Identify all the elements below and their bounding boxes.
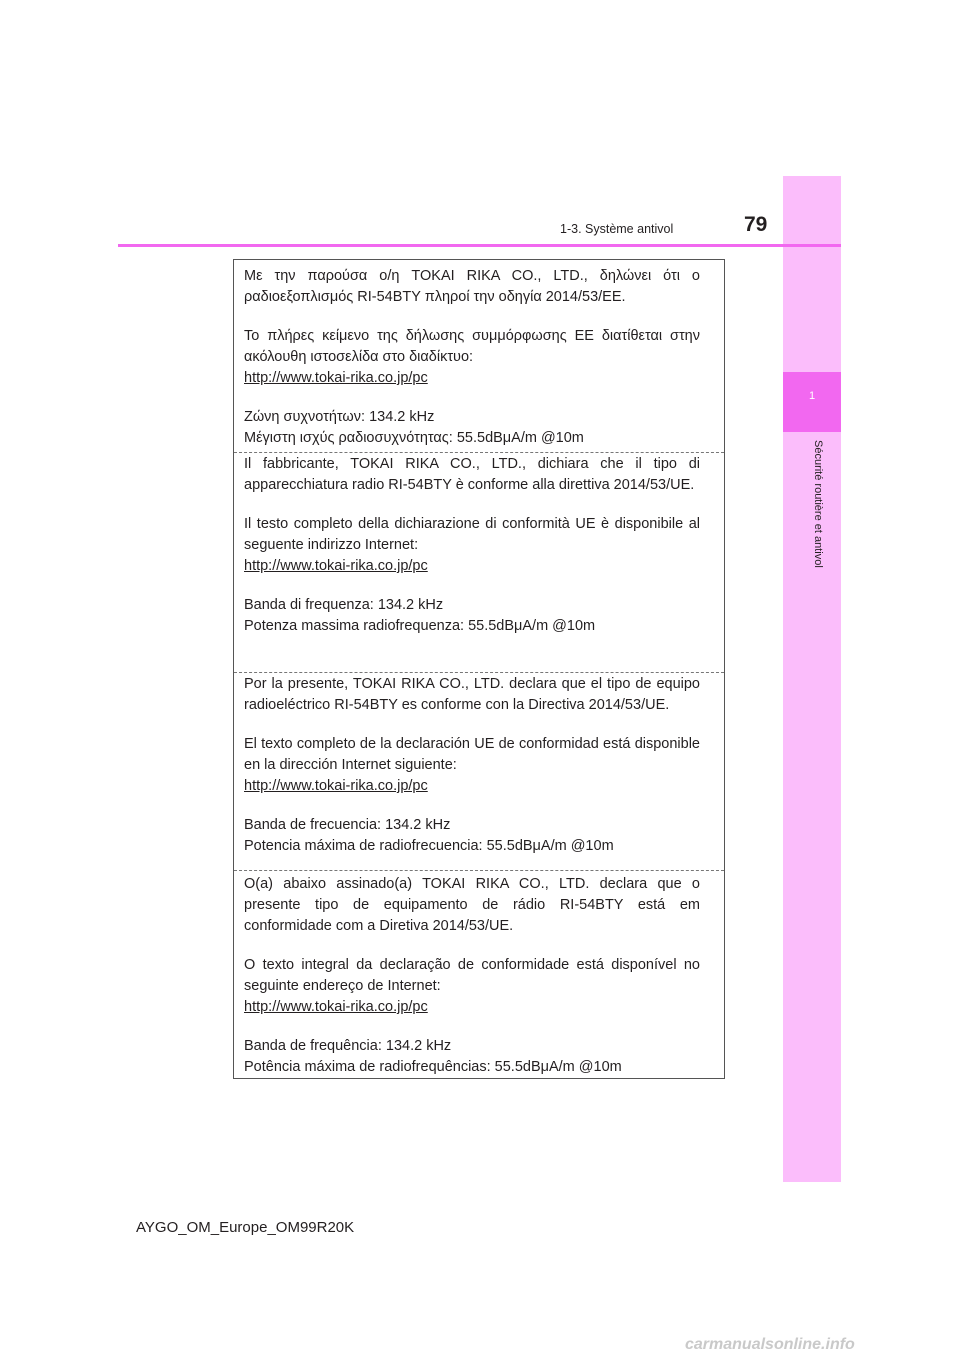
declaration-url-link[interactable]: http://www.tokai-rika.co.jp/pc [244, 778, 428, 794]
declarations-box [233, 259, 725, 1079]
declaration-greek [244, 266, 700, 449]
declaration-intro: Por la presente, TOKAI RIKA CO., LTD. declara que el tipo de equipo radioeléctrico RI-54BTY es conforme con la Directiva 2014/53/UE. [244, 676, 700, 713]
declaration-power: Μέγιστη ισχύς ραδιοσυχνότητας: 55.5dBμA/m @10m [244, 430, 584, 446]
side-tab-chapter-label: Sécurité routière et antivol [812, 440, 824, 568]
declaration-power: Potenza massima radiofrequenza: 55.5dBμA/m @10m [244, 618, 596, 634]
declaration-portuguese [244, 874, 700, 1078]
declaration-intro: O(a) abaixo assinado(a) TOKAI RIKA CO., LTD. declara que o presente tipo de equipamento de rádio RI-54BTY está em conformidade com a Diretiva 2014/53/UE. [244, 876, 700, 934]
declaration-frequency: Ζώνη συχνοτήτων: 134.2 kHz [244, 409, 435, 425]
declaration-frequency: Banda de frecuencia: 134.2 kHz [244, 817, 451, 833]
page-number: 79 [744, 213, 768, 236]
declaration-full-text: O texto integral da declaração de conformidade está disponível no seguinte endereço de Internet: [244, 957, 700, 994]
declaration-intro: Il fabbricante, TOKAI RIKA CO., LTD., dichiara che il tipo di apparecchiatura radio RI-54BTY è conforme alla direttiva 2014/53/UE. [244, 456, 700, 493]
section-title: 1-3. Système antivol [560, 222, 674, 236]
section-separator [234, 870, 724, 871]
declaration-italian [244, 454, 700, 637]
declaration-url-link[interactable]: http://www.tokai-rika.co.jp/pc [244, 999, 428, 1015]
declaration-spanish [244, 674, 700, 857]
declaration-intro: Με την παρούσα ο/η TOKAI RIKA CO., LTD., δηλώνει ότι ο ραδιοεξοπλισμός RI-54BTY πληροί την οδηγία 2014/53/ΕΕ. [244, 268, 700, 305]
section-separator [234, 452, 724, 453]
declaration-full-text: Το πλήρες κείμενο της δήλωσης συμμόρφωσης ΕΕ διατίθεται στην ακόλουθη ιστοσελίδα στο διαδίκτυο: [244, 328, 700, 365]
declaration-frequency: Banda de frequência: 134.2 kHz [244, 1038, 452, 1054]
footer-document-id: AYGO_OM_Europe_OM99R20K [136, 1219, 355, 1236]
declaration-power: Potência máxima de radiofrequências: 55.5dBμA/m @10m [244, 1059, 622, 1075]
declaration-url-link[interactable]: http://www.tokai-rika.co.jp/pc [244, 558, 428, 574]
side-tab-chapter-marker[interactable] [783, 372, 841, 432]
side-tab-chapter-number: 1 [808, 390, 816, 402]
declaration-full-text: Il testo completo della dichiarazione di conformità UE è disponibile al seguente indirizzo Internet: [244, 516, 700, 553]
watermark: carmanualsonline.info [685, 1336, 855, 1353]
declaration-frequency: Banda di frequenza: 134.2 kHz [244, 597, 444, 613]
side-tab [783, 176, 841, 1182]
declaration-url-link[interactable]: http://www.tokai-rika.co.jp/pc [244, 370, 428, 386]
declaration-power: Potencia máxima de radiofrecuencia: 55.5dBμA/m @10m [244, 838, 614, 854]
declaration-full-text: El texto completo de la declaración UE de conformidad está disponible en la dirección Internet siguiente: [244, 736, 700, 773]
section-separator [234, 672, 724, 673]
header-rule [118, 244, 841, 247]
